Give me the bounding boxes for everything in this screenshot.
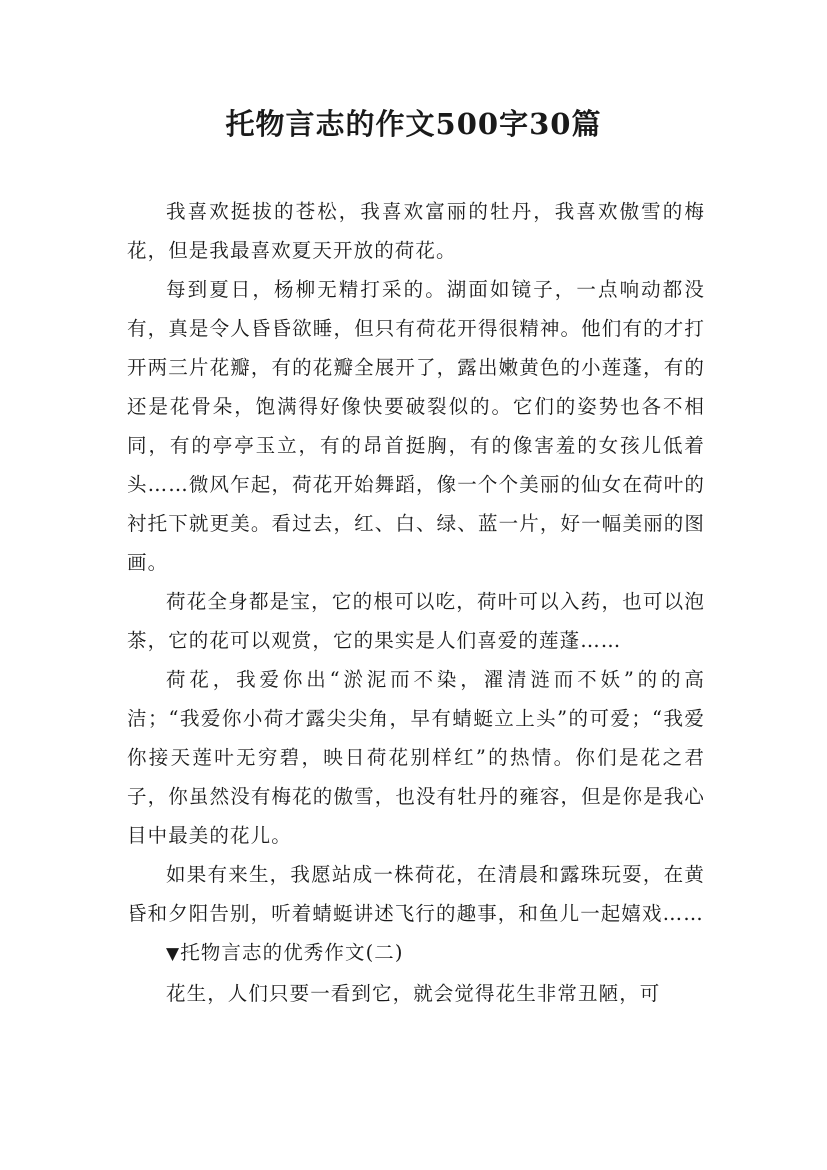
paragraph-3: 荷花全身都是宝，它的根可以吃，荷叶可以入药，也可以泡茶，它的花可以观赏，它的果实是人们喜爱的莲蓬…… [127,590,705,652]
section-heading-text: 托物言志的优秀作文(二) [180,941,404,964]
paragraph-2: 每到夏日，杨柳无精打采的。湖面如镜子，一点响动都没有，真是令人昏昏欲睡，但只有荷花开得很精神。他们有的才打开两三片花瓣，有的花瓣全展开了，露出嫩黄色的小莲蓬，有的还是花骨朵，饱满得好像快要破裂似的。它们的姿势也各不相同，有的亭亭玉立，有的昂首挺胸，有的像害羞的女孩儿低着头……微风乍起，荷花开始舞蹈，像一个个美丽的仙女在荷叶的衬托下就更美。看过去，红、白、绿、蓝一片，好一幅美丽的图画。 [127,278,705,574]
document-body [127,192,705,1013]
section-heading [127,933,705,974]
paragraph-6: 花生，人们只要一看到它，就会觉得花生非常丑陋，可 [166,982,661,1005]
triangle-down-icon: ▼ [166,944,181,964]
paragraph-4: 荷花，我爱你出“淤泥而不染，濯清涟而不妖”的的高洁；“我爱你小荷才露尖尖角，早有蜻蜓立上头”的可爱；“我爱你接天莲叶无穷碧，映日荷花别样红”的热情。你们是花之君子，你虽然没有梅花的傲雪，也没有牡丹的雍容，但是你是我心目中最美的花儿。 [127,668,705,847]
paragraph-5: 如果有来生，我愿站成一株荷花，在清晨和露珠玩耍，在黄昏和夕阳告别，听着蜻蜓讲述飞行的趣事，和鱼儿一起嬉戏…… [127,863,705,925]
paragraph-1: 我喜欢挺拔的苍松，我喜欢富丽的牡丹，我喜欢傲雪的梅花，但是我最喜欢夏天开放的荷花。 [127,200,705,262]
document-title: 托物言志的作文500字30篇 [225,107,602,141]
